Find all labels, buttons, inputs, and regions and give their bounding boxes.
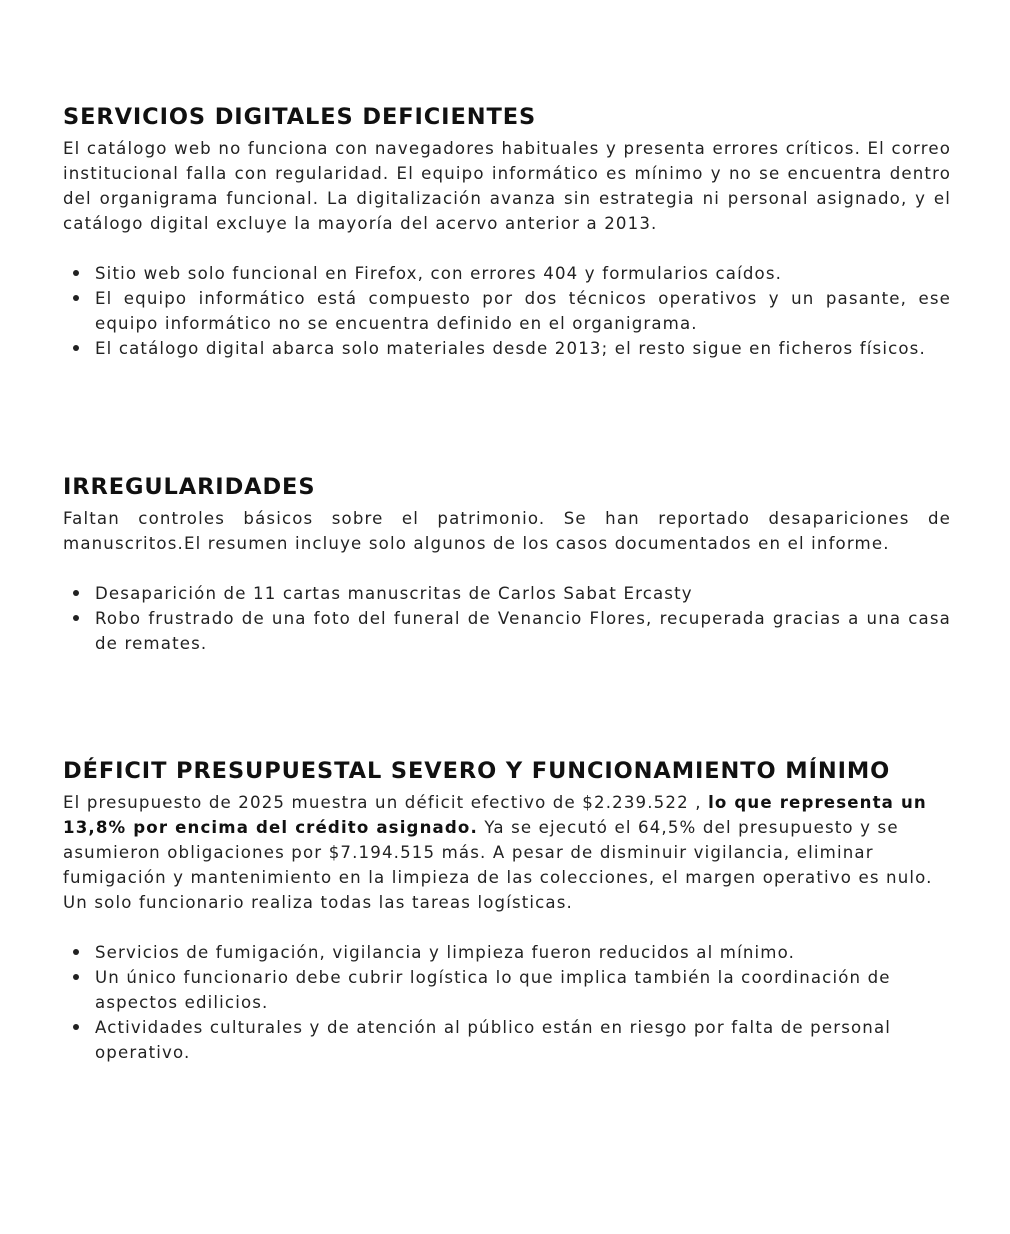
list-item-text: Servicios de fumigación, vigilancia y limpieza fueron reducidos al mínimo. (95, 943, 796, 962)
paragraph-text-end: Ya se ejecutó el 64,5% del presupuesto y se asumieron obligaciones por $7.194.515 más. A pesar de disminuir vigilancia, eliminar fumigación y mantenimiento en la limpieza de las colecciones, el margen operativo es nulo. Un solo funcionario realiza todas las tareas logísticas. (63, 818, 933, 912)
bullet-list (63, 581, 951, 656)
paragraph-text-start: El presupuesto de 2025 muestra un déficit efectivo de $2.239.522 , (63, 793, 709, 812)
section-deficit-presupuestal (63, 756, 951, 1065)
bullet-icon (73, 615, 79, 621)
section-heading: DÉFICIT PRESUPUESTAL SEVERO Y FUNCIONAMIENTO MÍNIMO (63, 758, 891, 784)
list-item (63, 940, 951, 965)
list-item-text: El equipo informático está compuesto por dos técnicos operativos y un pasante, ese equipo informático no se encuentra definido en el organigrama. (95, 289, 951, 333)
bullet-list (63, 261, 951, 361)
bullet-icon (73, 270, 79, 276)
section-paragraph (63, 790, 951, 915)
section-paragraph: Faltan controles básicos sobre el patrimonio. Se han reportado desapariciones de manuscritos.El resumen incluye solo algunos de los casos documentados en el informe. (63, 509, 951, 553)
bullet-icon (73, 345, 79, 351)
list-item (63, 965, 951, 1015)
list-item-text: Desaparición de 11 cartas manuscritas de Carlos Sabat Ercasty (95, 584, 693, 603)
list-item-text: El catálogo digital abarca solo materiales desde 2013; el resto sigue en ficheros físicos. (95, 339, 926, 358)
section-irregularidades (63, 472, 951, 656)
section-heading: IRREGULARIDADES (63, 474, 316, 500)
list-item-text: Un único funcionario debe cubrir logística lo que implica también la coordinación de aspectos edilicios. (95, 968, 891, 1012)
list-item-text: Sitio web solo funcional en Firefox, con errores 404 y formularios caídos. (95, 264, 783, 283)
paragraph-text-bold: lo que representa un 13,8% por encima del crédito asignado. (63, 793, 927, 837)
bullet-icon (73, 295, 79, 301)
bullet-icon (73, 974, 79, 980)
bullet-list (63, 940, 951, 1065)
list-item-text: Actividades culturales y de atención al público están en riesgo por falta de personal operativo. (95, 1018, 892, 1062)
bullet-icon (73, 1024, 79, 1030)
list-item (63, 336, 951, 361)
list-item (63, 606, 951, 656)
bullet-icon (73, 949, 79, 955)
list-item (63, 286, 951, 336)
list-item (63, 261, 951, 286)
list-item-text: Robo frustrado de una foto del funeral de Venancio Flores, recuperada gracias a una casa de remates. (95, 609, 951, 653)
section-servicios-digitales (63, 102, 951, 361)
list-item (63, 581, 951, 606)
list-item (63, 1015, 951, 1065)
bullet-icon (73, 590, 79, 596)
section-paragraph: El catálogo web no funciona con navegadores habituales y presenta errores críticos. El correo institucional falla con regularidad. El equipo informático es mínimo y no se encuentra dentro del organigrama funcional. La digitalización avanza sin estrategia ni personal asignado, y el catálogo digital excluye la mayoría del acervo anterior a 2013. (63, 139, 951, 233)
section-heading: SERVICIOS DIGITALES DEFICIENTES (63, 104, 537, 130)
